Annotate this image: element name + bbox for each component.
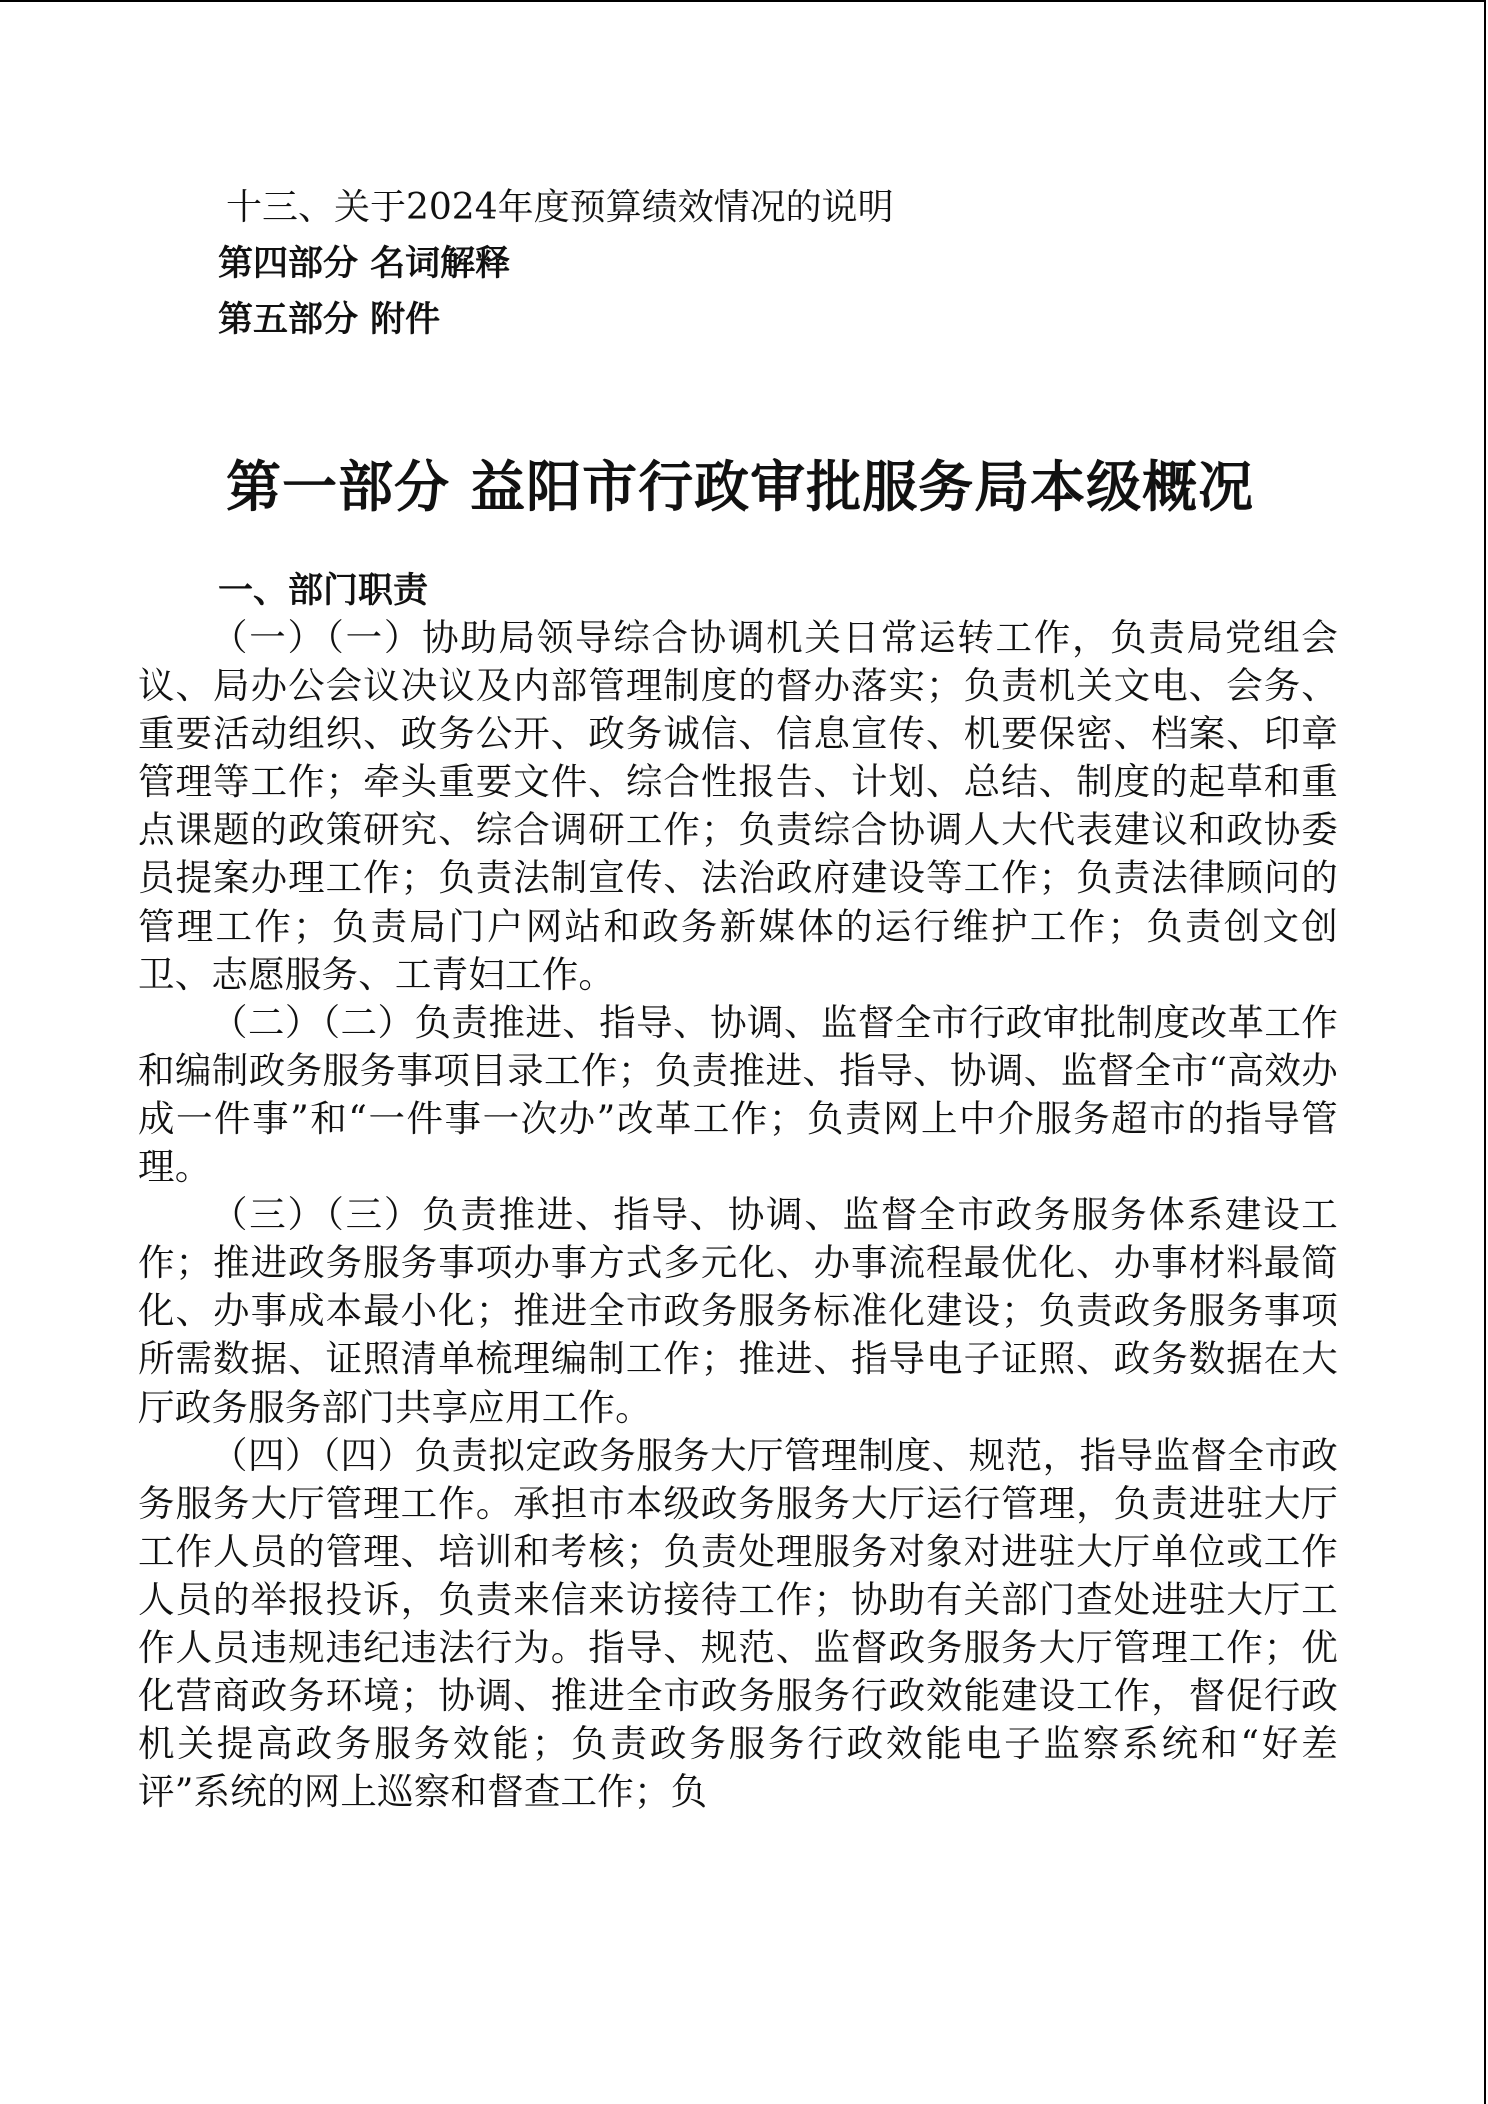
toc-item-13: 十三、关于2024年度预算绩效情况的说明 — [226, 187, 894, 228]
duty-paragraph-3: （三）（三）负责推进、指导、协调、监督全市政务服务体系建设工作；推进政务服务事项办事方式多元化、办事流程最优化、办事材料最简化、办事成本最小化；推进全市政务服务标准化建设；负责政务服务事项所需数据、证照清单梳理编制工作；推进、指导电子证照、政务数据在大厅政务服务部门共享应用工作。 — [138, 1193, 1338, 1429]
section-body — [138, 614, 1338, 1816]
toc-part-4: 第四部分 名词解释 — [218, 244, 511, 284]
section-heading: 一、部门职责 — [218, 571, 429, 611]
duty-paragraph-1: （一）（一）协助局领导综合协调机关日常运转工作，负责局党组会议、局办公会议决议及内部管理制度的督办落实；负责机关文电、会务、重要活动组织、政务公开、政务诚信、信息宣传、机要保密、档案、印章管理等工作；牵头重要文件、综合性报告、计划、总结、制度的起草和重点课题的政策研究、综合调研工作；负责综合协调人大代表建议和政协委员提案办理工作；负责法制宣传、法治政府建设等工作；负责法律顾问的管理工作；负责局门户网站和政务新媒体的运行维护工作；负责创文创卫、志愿服务、工青妇工作。 — [138, 616, 1338, 996]
duty-paragraph-2: （二）（二）负责推进、指导、协调、监督全市行政审批制度改革工作和编制政务服务事项目录工作；负责推进、指导、协调、监督全市“高效办成一件事”和“一件事一次办”改革工作；负责网上中介服务超市的指导管理。 — [138, 1000, 1338, 1189]
part-title: 第一部分 益阳市行政审批服务局本级概况 — [226, 455, 1255, 519]
toc-part-5: 第五部分 附件 — [218, 300, 441, 340]
table-of-contents — [218, 180, 894, 348]
duty-paragraph-4: （四）（四）负责拟定政务服务大厅管理制度、规范，指导监督全市政务服务大厅管理工作。承担市本级政务服务大厅运行管理，负责进驻大厅工作人员的管理、培训和考核；负责处理服务对象对进驻大厅单位或工作人员的举报投诉，负责来信来访接待工作；协助有关部门查处进驻大厅工作人员违规违纪违法行为。指导、规范、监督政务服务大厅管理工作；优化营商政务环境；协调、推进全市政务服务行政效能建设工作，督促行政机关提高政务服务效能；负责政务服务行政效能电子监察系统和“好差评”系统的网上巡察和督查工作；负 — [138, 1433, 1338, 1814]
